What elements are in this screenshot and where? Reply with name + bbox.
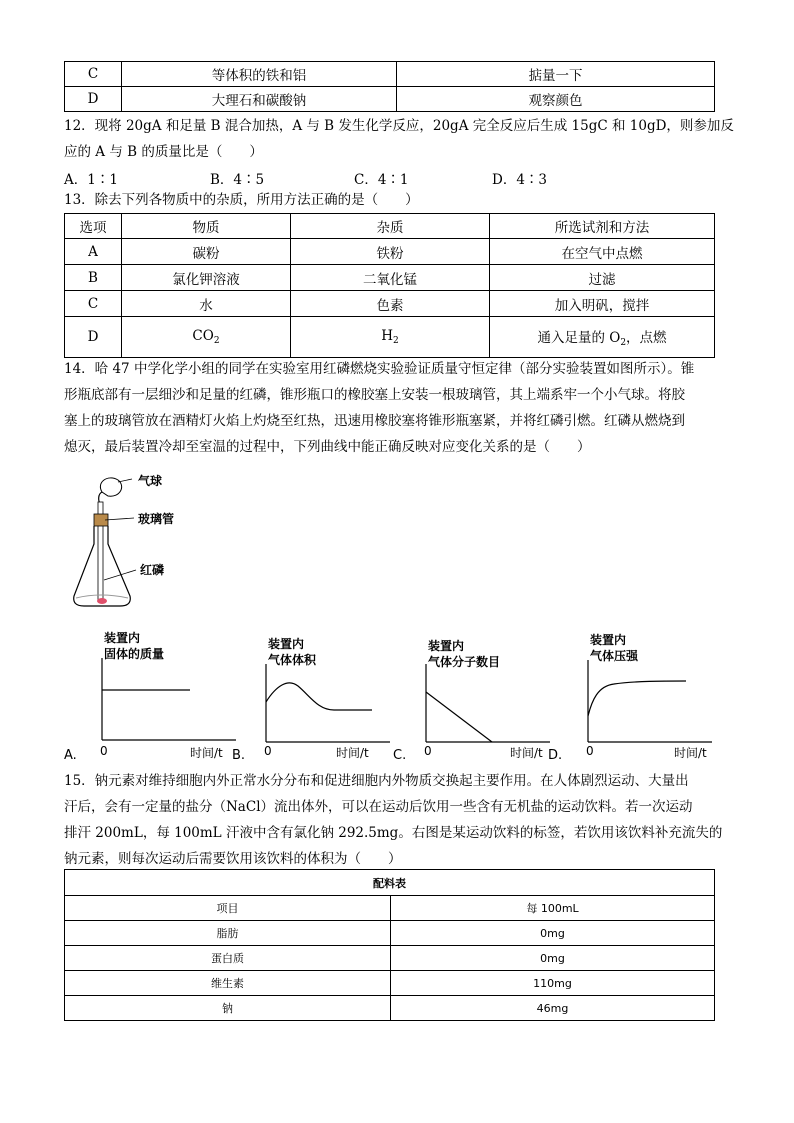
q13-cell: C [65, 291, 122, 317]
formula-text: H [381, 328, 394, 344]
q14-line: 熄灭，最后装置冷却至室温的过程中，下列曲线中能正确反映对应变化关系的是（ ） [64, 439, 591, 455]
graph-a [98, 658, 238, 742]
graph-d-ylabel: 装置内 [590, 633, 627, 647]
q13-cell: A [65, 239, 122, 265]
q12-option-a[interactable]: A．1∶1 [64, 172, 118, 188]
q13-cell: B [65, 265, 122, 291]
ingredient-item: 蛋白质 [65, 946, 391, 971]
q13-cell: 色素 [291, 291, 490, 317]
q14-line: 14．哈 47 中学化学小组的同学在实验室用红磷燃烧实验验证质量守恒定律（部分实验装置如图所示）。锥 [64, 361, 695, 377]
formula-subscript: 2 [620, 338, 627, 348]
graph-c-origin: 0 [424, 744, 432, 758]
graph-b-xlabel: 时间/t [336, 746, 369, 760]
q15-stem [64, 768, 724, 872]
q12-line: 应的 A 与 B 的质量比是（ ） [64, 144, 263, 160]
graph-option-b[interactable]: B. [232, 748, 246, 763]
q15-line: 排汗 200mL，每 100mL 汗液中含有氯化钠 292.5mg。右图是某运动饮料的标签，若饮用该饮料补充流失的 [64, 825, 723, 841]
graph-b-ylabel: 装置内 [268, 637, 305, 651]
q13-cell: 在空气中点燃 [490, 239, 715, 265]
q13-header: 物质 [122, 214, 291, 239]
q13-table [64, 213, 715, 358]
graph-d-xlabel: 时间/t [674, 746, 707, 760]
q13-stem: 13．除去下列各物质中的杂质，所用方法正确的是（ ） [64, 192, 419, 208]
method-text: 通入足量的 O [537, 330, 621, 346]
q14-stem [64, 356, 724, 460]
q13-header: 选项 [65, 214, 122, 239]
q13-cell: 加入明矾，搅拌 [490, 291, 715, 317]
graph-a-ylabel: 装置内 [104, 631, 141, 645]
graph-a-origin: 0 [100, 744, 108, 758]
q11-table [64, 61, 715, 112]
graph-d [584, 660, 714, 744]
method-text: ，点燃 [626, 330, 667, 346]
graph-option-c[interactable]: C. [393, 748, 407, 763]
graph-c-ylabel: 气体分子数目 [428, 655, 501, 669]
graph-d-curve [588, 681, 686, 716]
formula-subscript: 2 [393, 336, 399, 346]
ingredient-value: 46mg [391, 996, 715, 1021]
q14-line: 形瓶底部有一层细沙和足量的红磷，锥形瓶口的橡胶塞上安装一根玻璃管，其上端系牢一个小气球。将胶 [64, 387, 685, 403]
graph-b-curve [266, 683, 372, 710]
graph-c-curve [426, 692, 492, 742]
ingredient-value: 110mg [391, 971, 715, 996]
q14-line: 塞上的玻璃管放在酒精灯火焰上灼烧至红热，迅速用橡胶塞将锥形瓶塞紧，并将红磷引燃。红磷从燃烧到 [64, 413, 685, 429]
ingredient-item: 脂肪 [65, 921, 391, 946]
q12-line: 12．现将 20gA 和足量 B 混合加热，A 与 B 发生化学反应，20gA 完全反应后生成 15gC 和 10gD，则参加反 [64, 118, 734, 134]
q12-stem [64, 113, 734, 165]
q13-header: 所选试剂和方法 [490, 214, 715, 239]
q11-cell: D [65, 87, 122, 112]
graph-a-xlabel: 时间/t [190, 746, 223, 760]
flask-apparatus-figure [60, 470, 180, 615]
graph-a-ylabel: 固体的质量 [104, 647, 165, 661]
ingredient-table-title: 配料表 [65, 870, 715, 896]
q13-cell-formula [122, 317, 291, 358]
label-glass-tube: 玻璃管 [138, 512, 175, 526]
q12-option-c[interactable]: C．4∶1 [354, 172, 409, 188]
q13-cell: 铁粉 [291, 239, 490, 265]
q12-option-d[interactable]: D．4∶3 [492, 172, 548, 188]
label-balloon: 气球 [138, 474, 163, 488]
q11-cell: 等体积的铁和铝 [122, 62, 397, 87]
q11-cell: 大理石和碳酸钠 [122, 87, 397, 112]
graph-option-d[interactable]: D. [548, 748, 563, 763]
graph-b-ylabel: 气体体积 [268, 653, 317, 667]
ingredient-item: 维生素 [65, 971, 391, 996]
q13-header: 杂质 [291, 214, 490, 239]
formula-subscript: 2 [213, 336, 220, 346]
ingredient-value: 0mg [391, 946, 715, 971]
graph-c-xlabel: 时间/t [510, 746, 543, 760]
q11-cell: C [65, 62, 122, 87]
q15-line: 钠元素，则每次运动后需要饮用该饮料的体积为（ ） [64, 851, 402, 867]
q13-cell-method [490, 317, 715, 358]
q13-cell: 过滤 [490, 265, 715, 291]
graph-c-ylabel: 装置内 [428, 639, 465, 653]
q13-cell: 二氧化锰 [291, 265, 490, 291]
q12-option-b[interactable]: B．4∶5 [210, 172, 265, 188]
q13-cell: 碳粉 [122, 239, 291, 265]
q15-line: 汗后，会有一定量的盐分（NaCl）流出体外，可以在运动后饮用一些含有无机盐的运动饮料。若一次运动 [64, 799, 693, 815]
graph-c [422, 664, 552, 744]
q13-cell-formula [291, 317, 490, 358]
red-phosphorus-shape [97, 598, 107, 604]
graph-option-a[interactable]: A. [64, 748, 77, 763]
q11-cell: 掂量一下 [397, 62, 715, 87]
graph-b [262, 664, 392, 744]
ingredient-table [64, 869, 715, 1021]
q13-cell: 氯化钾溶液 [122, 265, 291, 291]
ingredient-header: 项目 [65, 896, 391, 921]
graph-d-ylabel: 气体压强 [590, 649, 639, 663]
ingredient-item: 钠 [65, 996, 391, 1021]
ingredient-value: 0mg [391, 921, 715, 946]
balloon-shape [100, 478, 121, 496]
label-red-phosphorus: 红磷 [140, 563, 165, 577]
q13-cell: D [65, 317, 122, 358]
graph-d-origin: 0 [586, 744, 594, 758]
q13-cell: 水 [122, 291, 291, 317]
ingredient-header: 每 100mL [391, 896, 715, 921]
q15-line: 15．钠元素对维持细胞内外正常水分分布和促进细胞内外物质交换起主要作用。在人体剧烈运动、大量出 [64, 773, 689, 789]
q11-cell: 观察颜色 [397, 87, 715, 112]
graph-b-origin: 0 [264, 744, 272, 758]
formula-text: CO [192, 328, 214, 344]
